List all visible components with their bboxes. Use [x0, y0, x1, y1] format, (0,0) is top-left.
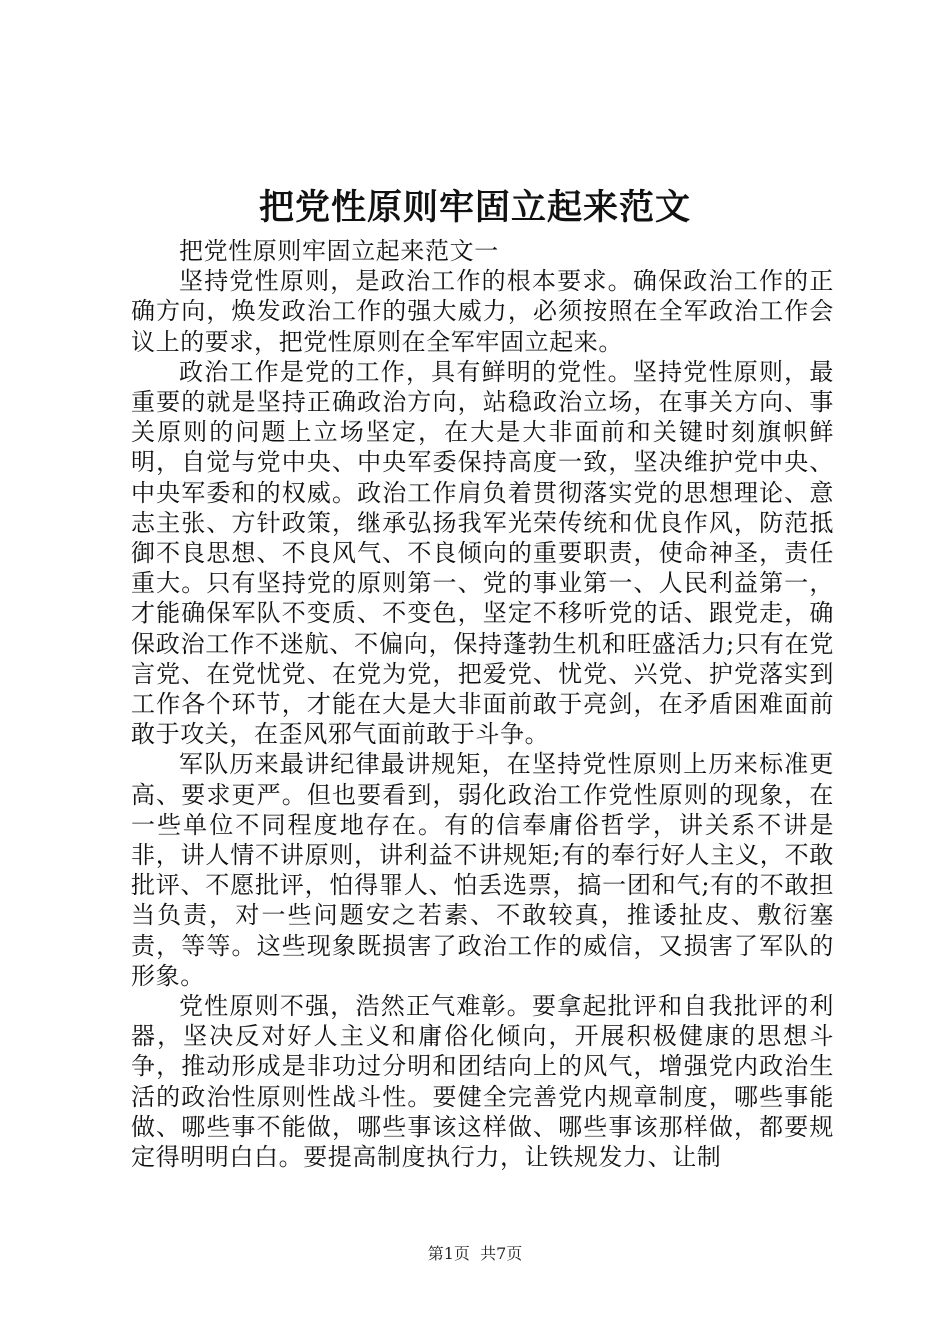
paragraph: 政治工作是党的工作，具有鲜明的党性。坚持党性原则，最重要的就是坚持正确政治方向，站稳政治立场，在事关方向、事关原则的问题上立场坚定，在大是大非面前和关键时刻旗帜鲜明，自觉与党中央、中央军委保持高度一致，坚决维护党中央、中央军委和的权威。政治工作肩负着贯彻落实党的思想理论、意志主张、方针政策，继承弘扬我军光荣传统和优良作风，防范抵御不良思想、不良风气、不良倾向的重要职责，使命神圣，责任重大。只有坚持党的原则第一、党的事业第一、人民利益第一，才能确保军队不变质、不变色，坚定不移听党的话、跟党走，确保政治工作不迷航、不偏向，保持蓬勃生机和旺盛活力;只有在党言党、在党忧党、在党为党，把爱党、忧党、兴党、护党落实到工作各个环节，才能在大是大非面前敢于亮剑，在矛盾困难面前敢于攻关，在歪风邪气面前敢于斗争。: [131, 357, 834, 749]
paragraph: 党性原则不强，浩然正气难彰。要拿起批评和自我批评的利器，坚决反对好人主义和庸俗化倾向，开展积极健康的思想斗争，推动形成是非功过分明和团结向上的风气，增强党内政治生活的政治性原则性战斗性。要健全完善党内规章制度，哪些事能做、哪些事不能做，哪些事该这样做、哪些事该那样做，都要规定得明明白白。要提高制度执行力，让铁规发力、让制: [131, 992, 834, 1172]
page-total: 共7页: [480, 1244, 523, 1263]
paragraph-subtitle: 把党性原则牢固立起来范文一: [179, 237, 499, 265]
paragraph: 坚持党性原则，是政治工作的根本要求。确保政治工作的正确方向，焕发政治工作的强大威力，必须按照在全军政治工作会议上的要求，把党性原则在全军牢固立起来。: [131, 267, 834, 356]
document-body: [131, 236, 834, 1172]
footer-separator: [470, 1244, 480, 1263]
page-footer: [0, 1244, 950, 1264]
page-number: 第1页: [427, 1244, 470, 1263]
paragraph: 军队历来最讲纪律最讲规矩，在坚持党性原则上历来标准更高、要求更严。但也要看到，弱化政治工作党性原则的现象，在一些单位不同程度地存在。有的信奉庸俗哲学，讲关系不讲是非，讲人情不讲原则，讲利益不讲规矩;有的奉行好人主义，不敢批评、不愿批评，怕得罪人、怕丢选票，搞一团和气;有的不敢担当负责，对一些问题安之若素、不敢较真，推诿扯皮、敷衍塞责，等等。这些现象既损害了政治工作的威信，又损害了军队的形象。: [131, 750, 834, 990]
document-title: 把党性原则牢固立起来范文: [258, 187, 691, 228]
